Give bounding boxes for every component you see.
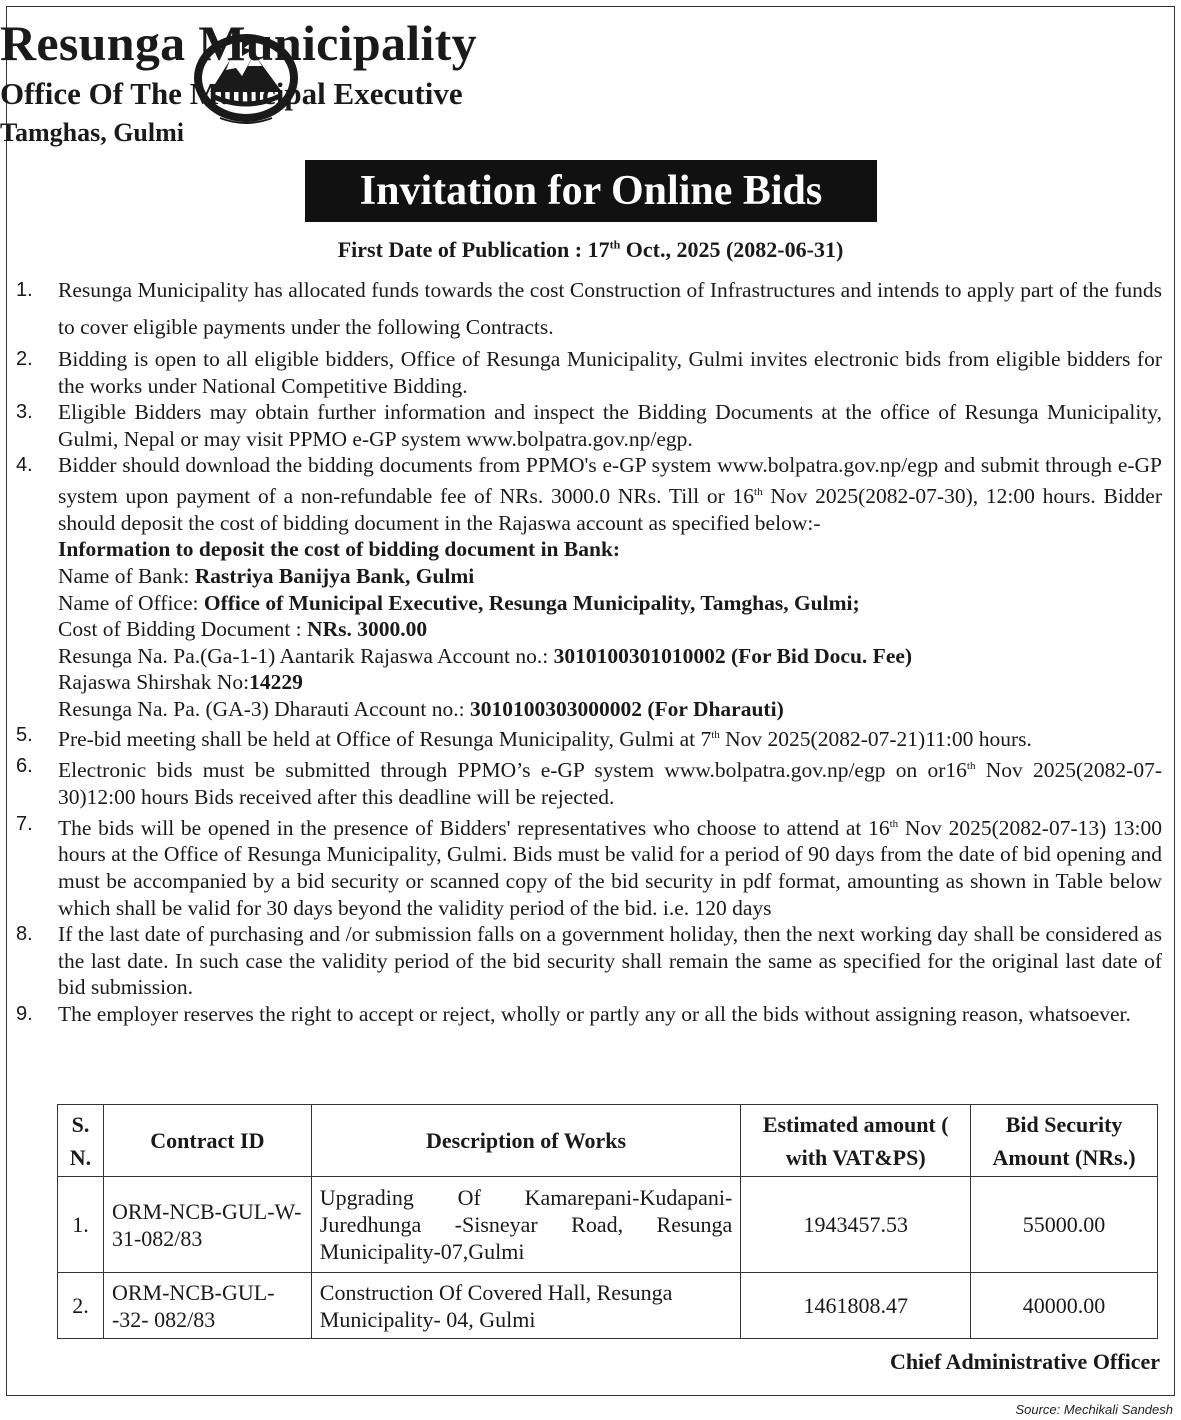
clause-text: Resunga Municipality has allocated funds towards the cost Construction of Infrastructures and intends to apply part of the funds to cover eligible payments under the following Contracts.	[58, 278, 1162, 339]
cell-bid-security: 55000.00	[971, 1177, 1158, 1273]
cell-bid-security: 40000.00	[971, 1273, 1158, 1339]
cell-sn: 1.	[58, 1177, 104, 1273]
table-row	[58, 1273, 1158, 1339]
clause-text: Electronic bids must be submitted through PPMO’s e-GP system www.bolpatra.gov.np/egp on or16th Nov 2025(2082-07-30)12:00 hours Bids received after this deadline will be rejected.	[58, 758, 1162, 809]
contracts-table	[57, 1104, 1158, 1339]
col-sn-header: S. N.	[58, 1105, 104, 1177]
clause-text: Bidder should download the bidding documents from PPMO's e-GP system www.bolpatra.gov.np/egp and submit through e-GP system upon payment of a non-refundable fee of NRs. 3000.0 NRs. Till or 16th Nov 2025(2082-07-30), 12:00 hours. Bidder should deposit the cost of bidding document in the Rajaswa account as specified below:-	[58, 453, 1162, 535]
clause-text: The employer reserves the right to accept or reject, wholly or partly any or all the bids without assigning reason, whatsoever.	[58, 1001, 1131, 1026]
clause-7: 7. The bids will be opened in the presence of Bidders' representatives who choose to attend at 16th Nov 2025(2082-07-13) 13:00 hours at the Office of Resunga Municipality, Gulmi. Bids must be valid for a period of 90 days from the date of bid opening and must be accompanied by a bid security or scanned copy of the bid security in pdf format, amounting as shown in Table below which shall be valid for 30 days beyond the validity period of the bid. i.e. 120 days	[16, 812, 1162, 920]
publication-date: First Date of Publication : 17th Oct., 2025 (2082-06-31)	[337, 237, 844, 262]
cell-contract-id: ORM-NCB-GUL--32- 082/83	[103, 1273, 311, 1339]
office-name-line: Name of Office: Office of Municipal Executive, Resunga Municipality, Tamghas, Gulmi;	[58, 590, 860, 615]
clause-text: Eligible Bidders may obtain further information and inspect the Bidding Documents at the office of Resunga Municipality, Gulmi, Nepal or may visit PPMO e-GP system www.bolpatra.gov.np/egp.	[58, 400, 1162, 451]
clause-text: Bidding is open to all eligible bidders, Office of Resunga Municipality, Gulmi invites electronic bids from eligible bidders for the works under National Competitive Bidding.	[58, 347, 1162, 398]
notice-title: Invitation for Online Bids	[305, 160, 877, 222]
clause-1: 1. Resunga Municipality has allocated funds towards the cost Construction of Infrastructures and intends to apply part of the funds to cover eligible payments under the following Contracts.	[16, 272, 1162, 346]
clause-4: 4. Bidder should download the bidding documents from PPMO's e-GP system www.bolpatra.gov.np/egp and submit through e-GP system upon payment of a non-refundable fee of NRs. 3000.0 NRs. Till or 16th Nov 2025(2082-07-30), 12:00 hours. Bidder should deposit the cost of bidding document in the Rajaswa account as specified below:-	[16, 453, 1162, 535]
signature-title: Chief Administrative Officer	[889, 1349, 1160, 1374]
clause-3: 3. Eligible Bidders may obtain further information and inspect the Bidding Documents at the office of Resunga Municipality, Gulmi, Nepal or may visit PPMO e-GP system www.bolpatra.gov.np/egp.	[16, 400, 1162, 451]
source-credit: Source: Mechikali Sandesh	[1015, 1402, 1173, 1417]
clause-8: 8. If the last date of purchasing and /or submission falls on a government holiday, then the next working day shall be considered as the last date. In such case the validity period of the bid security shall remain the same as specified for the original last date of bid submission.	[16, 922, 1162, 1000]
clause-5: 5. Pre-bid meeting shall be held at Office of Resunga Municipality, Gulmi at 7th Nov 2025(2082-07-21)11:00 hours.	[16, 722, 1162, 753]
bank-deposit-info	[16, 536, 1162, 722]
table-row	[58, 1177, 1158, 1273]
cell-estimated-amount: 1943457.53	[741, 1177, 971, 1273]
cell-sn: 2.	[58, 1273, 104, 1339]
place-name: Tamghas, Gulmi	[0, 118, 184, 147]
col-description-header: Description of Works	[311, 1105, 741, 1177]
shirshak-line: Rajaswa Shirshak No:14229	[58, 670, 303, 695]
dharauti-account-line: Resunga Na. Pa. (GA-3) Dharauti Account no.: 3010100303000002 (For Dharauti)	[58, 696, 784, 721]
bidding-cost-line: Cost of Bidding Document : NRs. 3000.00	[58, 617, 428, 642]
col-contract-id-header: Contract ID	[103, 1105, 311, 1177]
revenue-account-line: Resunga Na. Pa.(Ga-1-1) Aantarik Rajaswa Account no.: 3010100301010002 (For Bid Docu. Fee)	[58, 643, 913, 668]
col-estimated-amount-header: Estimated amount ( with VAT&PS)	[741, 1105, 971, 1177]
table-header-row	[58, 1105, 1158, 1177]
clause-text: The bids will be opened in the presence of Bidders' representatives who choose to attend at 16th Nov 2025(2082-07-13) 13:00 hours at the Office of Resunga Municipality, Gulmi. Bids must be valid for a period of 90 days from the date of bid opening and must be accompanied by a bid security or scanned copy of the bid security in pdf format, amounting as shown in Table below which shall be valid for 30 days beyond the validity period of the bid. i.e. 120 days	[58, 815, 1162, 920]
clause-6: 6. Electronic bids must be submitted through PPMO’s e-GP system www.bolpatra.gov.np/egp on or16th Nov 2025(2082-07-30)12:00 hours Bids received after this deadline will be rejected.	[16, 755, 1162, 809]
cell-description: Upgrading Of Kamarepani-Kudapani-Juredhunga -Sisneyar Road, Resunga Municipality-07,Gulmi	[311, 1177, 741, 1273]
notice-body	[16, 272, 1162, 1027]
clause-9: 9. The employer reserves the right to accept or reject, wholly or partly any or all the bids without assigning reason, whatsoever.	[16, 1001, 1162, 1028]
clause-2: 2. Bidding is open to all eligible bidders, Office of Resunga Municipality, Gulmi invites electronic bids from eligible bidders for the works under National Competitive Bidding.	[16, 347, 1162, 398]
org-name: Resunga Municipality	[0, 15, 477, 71]
cell-estimated-amount: 1461808.47	[741, 1273, 971, 1339]
office-name: Office Of The Municipal Executive	[0, 76, 463, 111]
bank-info-heading: Information to deposit the cost of bidding document in Bank:	[58, 537, 621, 562]
cell-description: Construction Of Covered Hall, Resunga Municipality- 04, Gulmi	[311, 1273, 741, 1339]
col-bid-security-header: Bid Security Amount (NRs.)	[971, 1105, 1158, 1177]
cell-contract-id: ORM-NCB-GUL-W-31-082/83	[103, 1177, 311, 1273]
clause-text: Pre-bid meeting shall be held at Office of Resunga Municipality, Gulmi at 7th Nov 2025(2082-07-21)11:00 hours.	[58, 727, 1032, 752]
bank-name-line: Name of Bank: Rastriya Banijya Bank, Gulmi	[58, 563, 475, 588]
clause-text: If the last date of purchasing and /or submission falls on a government holiday, then the next working day shall be considered as the last date. In such case the validity period of the bid security shall remain the same as specified for the original last date of bid submission.	[58, 922, 1162, 1000]
